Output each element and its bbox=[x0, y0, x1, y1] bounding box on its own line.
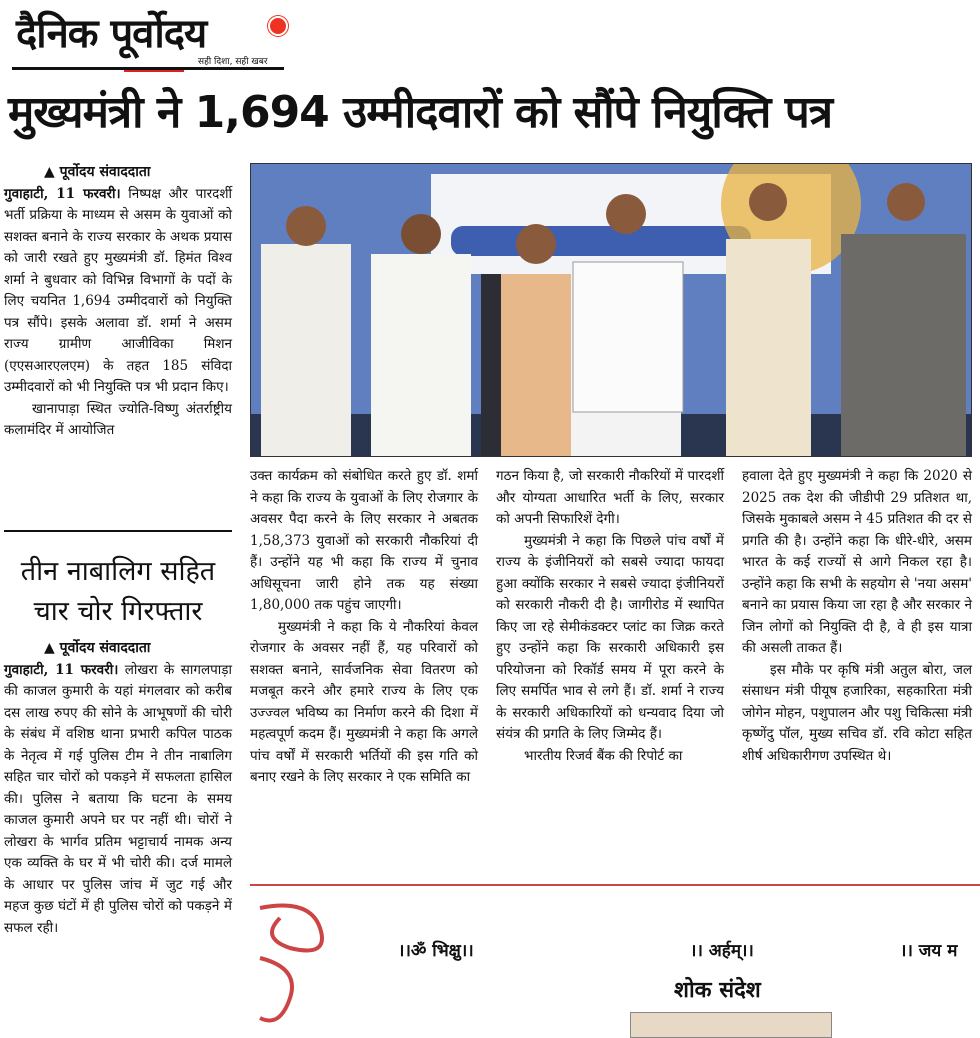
mantra-bhikshu: ।।ॐ भिक्षु।। bbox=[398, 941, 474, 961]
story2-dateline: गुवाहाटी, 11 फरवरी। bbox=[4, 661, 119, 678]
ad-panel-rule bbox=[250, 884, 980, 886]
event-photo-illustration bbox=[251, 164, 972, 457]
triangle-icon: ▲ bbox=[44, 640, 55, 656]
story1-para1: गुवाहाटी, 11 फरवरी। निष्पक्ष और पारदर्शी भर्ती प्रक्रिया के माध्यम से असम के युवाओं को सशक्त बनाने के राज्य सरकार के अथक प्रयास को जारी रखते हुए मुख्यमंत्री डॉ. हिमंत विश्व शर्मा ने बुधवार को विभिन्न विभागों के पदों के लिए चयनित 1,694 उम्मीदवारों को नियुक्ति पत्र सौंपे। इसके अलावा डॉ. शर्मा ने असम राज्य ग्रामीण आजीविका मिशन (एएसआरएलएम) के तहत 185 संविदा उम्मीदवारों को भी नियुक्ति पत्र भी प्रदान किए। bbox=[4, 185, 232, 395]
triangle-icon: ▲ bbox=[44, 164, 55, 180]
newspaper-logo: दैनिक पूर्वोदय bbox=[16, 11, 207, 57]
masthead bbox=[12, 4, 282, 70]
story2-headline: तीन नाबालिग सहित चार चोर गिरफ्तार bbox=[20, 556, 216, 627]
mantra-arham: ।। अर्हम्।। bbox=[690, 941, 754, 961]
condolence-ad bbox=[250, 898, 980, 1032]
condolence-title: शोक संदेश bbox=[674, 978, 761, 1003]
story1-dateline: गुवाहाटी, 11 फरवरी। bbox=[4, 185, 121, 202]
story1-column-3: गठन किया है, जो सरकारी नौकरियों में पारदर्शी और योग्यता आधारित भर्ती के लिए, सरकार को अपनी सिफारिशें देगी। मुख्यमंत्री ने कहा कि पिछले पांच वर्षों में राज्य के इंजीनियरों को सबसे ज्यादा फायदा हुआ क्योंकि सरकार ने सबसे ज्यादा इंजीनियरों को सरकारी नौकरी दी है। जागीरोड में स्थापित किए जा रहे सेमीकंडक्टर प्लांट का जिक्र करते हुए उन्होंने कहा कि सरकारी अधिकारी इस परियोजना को रिकॉर्ड समय में पूरा करने के लिए समर्पित भाव से लगे हैं। डॉ. शर्मा ने राज्य के सरकारी अधिकारियों को धन्यवाद दिया जो संयंत्र की प्रगति के लिए जिम्मेद हैं। भारतीय रिजर्व बैंक की रिपोर्ट का bbox=[496, 468, 724, 764]
ornament-border-icon bbox=[250, 898, 370, 1032]
story1-para2: खानापाड़ा स्थित ज्योति-विष्णु अंतर्राष्ट्रीय कलामंदिर में आयोजित bbox=[4, 400, 232, 438]
main-headline: मुख्यमंत्री ने 1,694 उम्मीदवारों को सौंपे नियुक्ति पत्र bbox=[8, 87, 832, 138]
portrait-photo bbox=[630, 1012, 832, 1038]
story1-column-1 bbox=[4, 162, 232, 442]
story2-para1: गुवाहाटी, 11 फरवरी। लोखरा के सागलपाड़ा की काजल कुमारी के यहां मंगलवार को करीब दस लाख रुपए की सोने के आभूषणों की चोरी के संबंध में वशिष्ठ थाना प्रभारी कपिल पाठक के नेतृत्व में गई पुलिस टीम ने तीन नाबालिग सहित चार चोरों को पकड़ने में सफलता हासिल की। पुलिस ने बताया कि घटना के समय काजल कुमारी अपने घर पर नहीं थी। चोरों ने लोखरा के भार्गव प्रतिम भट्टाचार्य नामक अन्य एक व्यक्ति के घर में भी चोरी की। दर्ज मामले के आधार पर पुलिस जांच में जुट गई और महज कुछ घंटों में ही पुलिस चोरों को पकड़ने में सफल रही। bbox=[4, 661, 233, 936]
story1-column-2: उक्त कार्यक्रम को संबोधित करते हुए डॉ. शर्मा ने कहा कि राज्य के युवाओं के लिए रोजगार के अवसर पैदा करने के लिए सरकार ने अबतक 1,58,373 युवाओं को सरकारी नौकरियां दी हैं। उन्होंने यह भी कहा कि राज्य में चुनाव अधिसूचना जारी होने तक यह संख्या 1,80,000 तक पहुंच जाएगी। मुख्यमंत्री ने कहा कि ये नौकरियां केवल रोजगार के अवसर नहीं हैं, यह परिवारों को सशक्त बनाने, सार्वजनिक सेवा वितरण को मजबूत करने और हमारे राज्य के लिए एक उज्ज्वल भविष्य का निर्माण करने की दिशा में महत्वपूर्ण कदम हैं। मुख्यमंत्री ने कहा कि अगले पांच वर्षों में सरकारी भर्तियों की इस गति को बनाए रखने के लिए सरकार ने एक समिति का bbox=[250, 468, 478, 785]
masthead-accent bbox=[124, 70, 184, 72]
logo-tagline: सही दिशा, सही खबर bbox=[198, 57, 268, 67]
story2-byline: ▲ पूर्वोदय संवाददाता bbox=[44, 640, 151, 656]
logo-dot-icon bbox=[268, 16, 288, 36]
story2-body bbox=[4, 638, 232, 939]
story-divider bbox=[4, 530, 232, 532]
news-photo bbox=[250, 163, 972, 457]
mantra-jay: ।। जय म bbox=[900, 941, 958, 961]
story1-byline: ▲ पूर्वोदय संवाददाता bbox=[44, 164, 151, 180]
story1-column-4: हवाला देते हुए मुख्यमंत्री ने कहा कि 2020 से 2025 तक देश की जीडीपी 29 प्रतिशत था, जिसके मुकाबले असम ने 45 प्रतिशत की दर से प्रगति की है। उन्होंने कहा कि धीरे-धीरे, असम भारत के कई राज्यों से आगे निकल रहा है। उन्होंने कहा कि सभी के सहयोग से 'नया असम' बनाने का प्रयास किया जा रहा है और सरकार ने जिन लोगों को नियुक्ति दी है, वे ही इस यात्रा की असली ताकत हैं। इस मौके पर कृषि मंत्री अतुल बोरा, जल संसाधन मंत्री पीयूष हजारिका, सहकारिता मंत्री जोगेन मोहन, पशुपालन और पशु चिकित्सा मंत्री कृष्णेंदु पॉल, मुख्य सचिव डॉ. रवि कोटा सहित शीर्ष अधिकारीगण उपस्थित थे। bbox=[742, 468, 972, 764]
